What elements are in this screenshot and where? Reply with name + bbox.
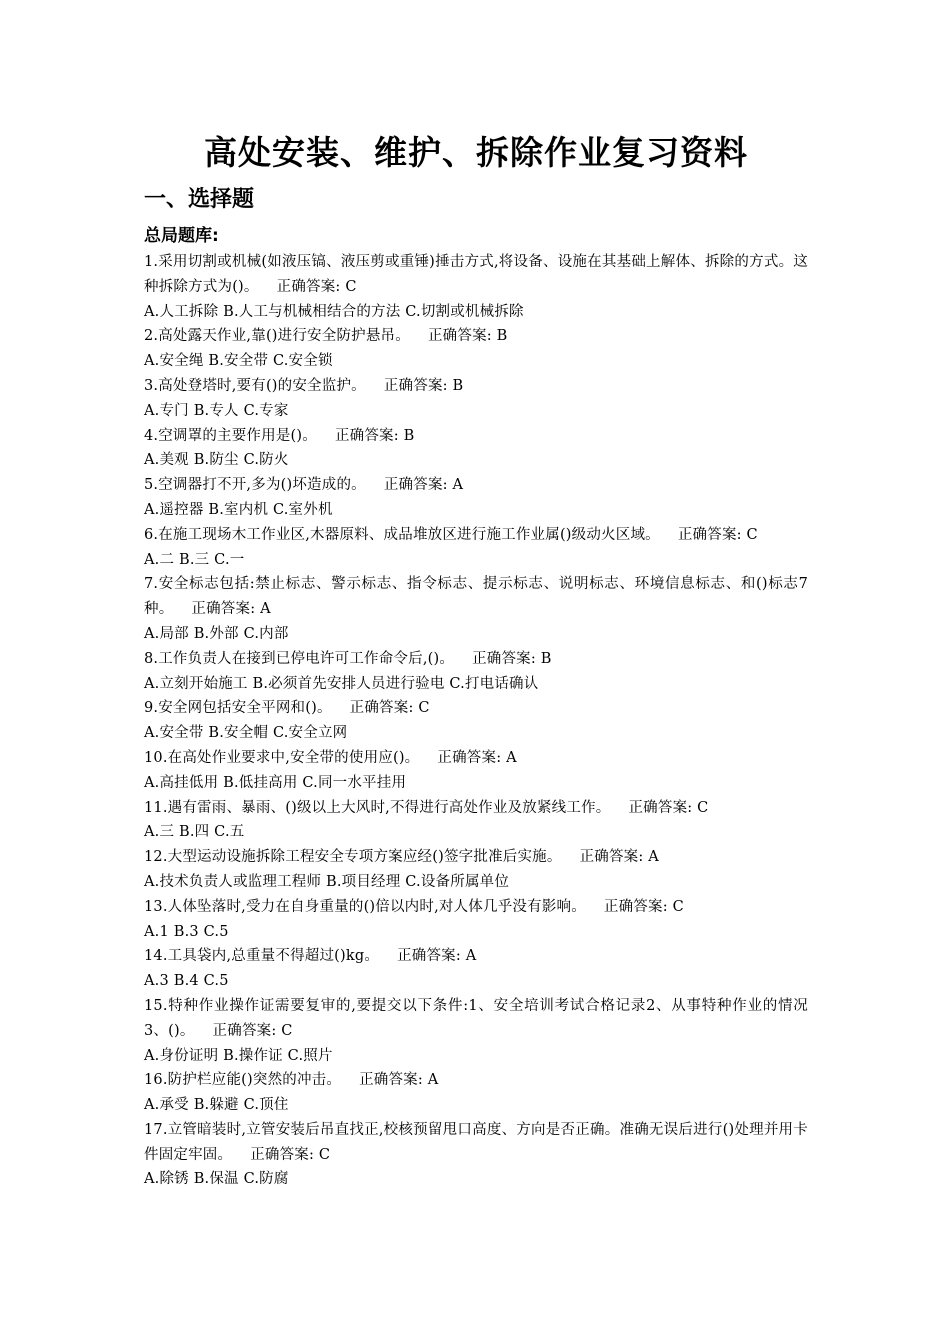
document-title: 高处安装、维护、拆除作业复习资料: [204, 133, 748, 172]
question-options: A.技术负责人或监理工程师 B.项目经理 C.设备所属单位: [144, 873, 510, 890]
question-text: [144, 696, 808, 721]
question-answer: 正确答案: C: [628, 799, 709, 816]
question-stem: 1.采用切割或机械(如液压镐、液压剪或重锤)捶击方式,将设备、设施在其基础上解体、拆除的方式。这种拆除方式为()。: [144, 254, 808, 295]
question-item: [144, 523, 808, 573]
question-stem: 3.高处登塔时,要有()的安全监护。: [144, 377, 366, 394]
question-options: A.除锈 B.保温 C.防腐: [144, 1171, 289, 1188]
question-stem: 7.安全标志包括:禁止标志、警示标志、指令标志、提示标志、说明标志、环境信息标志、和()标志7种。: [144, 576, 808, 618]
question-answer: 正确答案: C: [603, 898, 684, 915]
question-answer: 正确答案: C: [212, 1022, 293, 1039]
question-item: [144, 647, 808, 697]
question-answer: 正确答案: C: [349, 700, 430, 717]
question-item: [144, 895, 808, 945]
question-options: A.二 B.三 C.一: [144, 551, 245, 568]
question-text: [144, 473, 808, 498]
question-item: [144, 1068, 808, 1118]
question-answer: 正确答案: B: [334, 427, 415, 444]
question-answer: 正确答案: A: [437, 749, 517, 766]
question-stem: 8.工作负责人在接到已停电许可工作命令后,()。: [144, 650, 455, 667]
question-answer: 正确答案: B: [472, 650, 552, 667]
question-text: [144, 796, 808, 821]
question-stem: 5.空调器打不开,多为()坏造成的。: [144, 477, 366, 494]
question-text: [144, 324, 808, 349]
question-text: [144, 746, 808, 771]
question-options: A.遥控器 B.室内机 C.室外机: [144, 501, 333, 518]
question-stem: 6.在施工现场木工作业区,木器原料、成品堆放区进行施工作业属()级动火区域。: [144, 526, 660, 543]
question-stem: 16.防护栏应能()突然的冲击。: [144, 1072, 342, 1089]
question-text: [144, 944, 808, 969]
question-text: [144, 1118, 808, 1168]
question-text: [144, 647, 808, 672]
question-item: [144, 424, 808, 474]
question-options: A.美观 B.防尘 C.防火: [144, 452, 289, 469]
question-text: [144, 523, 808, 548]
question-stem: 17.立管暗装时,立管安装后吊直找正,校核预留甩口高度、方向是否正确。准确无误后进行()处理并用卡件固定牢固。: [144, 1121, 808, 1163]
question-item: [144, 944, 808, 994]
section-heading: 一、选择题: [144, 187, 255, 212]
question-options: A.立刻开始施工 B.必须首先安排人员进行验电 C.打电话确认: [144, 675, 539, 692]
subsection-heading: 总局题库:: [144, 226, 219, 246]
question-answer: 正确答案: C: [250, 1146, 331, 1163]
question-item: [144, 845, 808, 895]
question-stem: 2.高处露天作业,靠()进行安全防护悬吊。: [144, 328, 410, 345]
question-answer: 正确答案: C: [677, 526, 758, 543]
question-item: [144, 796, 808, 846]
question-item: [144, 994, 808, 1068]
question-stem: 9.安全网包括安全平网和()。: [144, 700, 332, 717]
question-answer: 正确答案: A: [191, 601, 271, 618]
question-options: A.三 B.四 C.五: [144, 824, 245, 841]
question-stem: 13.人体坠落时,受力在自身重量的()倍以内时,对人体几乎没有影响。: [144, 898, 586, 915]
question-text: [144, 1068, 808, 1093]
question-text: [144, 374, 808, 399]
question-stem: 11.遇有雷雨、暴雨、()级以上大风时,不得进行高处作业及放紧线工作。: [144, 799, 611, 816]
question-answer: 正确答案: B: [427, 328, 508, 345]
question-options: A.专门 B.专人 C.专家: [144, 402, 289, 419]
question-options: A.1 B.3 C.5: [144, 923, 229, 940]
question-answer: 正确答案: A: [383, 477, 464, 494]
question-stem: 12.大型运动设施拆除工程安全专项方案应经()签字批准后实施。: [144, 849, 562, 866]
question-answer: 正确答案: A: [579, 849, 659, 866]
question-options: A.高挂低用 B.低挂高用 C.同一水平挂用: [144, 774, 407, 791]
question-options: A.承受 B.躲避 C.顶住: [144, 1097, 289, 1114]
question-item: [144, 746, 808, 796]
question-stem: 15.特种作业操作证需要复审的,要提交以下条件:1、安全培训考试合格记录2、从事特种作业的情况3、()。: [144, 997, 808, 1039]
question-text: [144, 572, 808, 622]
question-item: [144, 696, 808, 746]
question-text: [144, 250, 808, 300]
question-answer: 正确答案: B: [383, 377, 464, 394]
question-item: [144, 473, 808, 523]
question-item: [144, 374, 808, 424]
question-list: [144, 250, 808, 1192]
question-options: A.局部 B.外部 C.内部: [144, 625, 289, 642]
question-options: A.人工拆除 B.人工与机械相结合的方法 C.切割或机械拆除: [144, 303, 524, 320]
question-stem: 4.空调罩的主要作用是()。: [144, 427, 317, 444]
question-answer: 正确答案: C: [276, 278, 357, 295]
question-options: A.身份证明 B.操作证 C.照片: [144, 1047, 333, 1064]
question-text: [144, 845, 808, 870]
question-text: [144, 994, 808, 1044]
question-options: A.3 B.4 C.5: [144, 973, 229, 990]
question-item: [144, 1118, 808, 1192]
question-item: [144, 572, 808, 646]
document-page: [144, 120, 808, 1192]
question-stem: 14.工具袋内,总重量不得超过()kg。: [144, 948, 380, 965]
question-options: A.安全绳 B.安全带 C.安全锁: [144, 353, 333, 370]
question-item: [144, 324, 808, 374]
question-stem: 10.在高处作业要求中,安全带的使用应()。: [144, 749, 420, 766]
question-item: [144, 250, 808, 324]
question-text: [144, 895, 808, 920]
question-text: [144, 424, 808, 449]
question-answer: 正确答案: A: [397, 948, 477, 965]
question-options: A.安全带 B.安全帽 C.安全立网: [144, 725, 348, 742]
question-answer: 正确答案: A: [359, 1072, 439, 1089]
